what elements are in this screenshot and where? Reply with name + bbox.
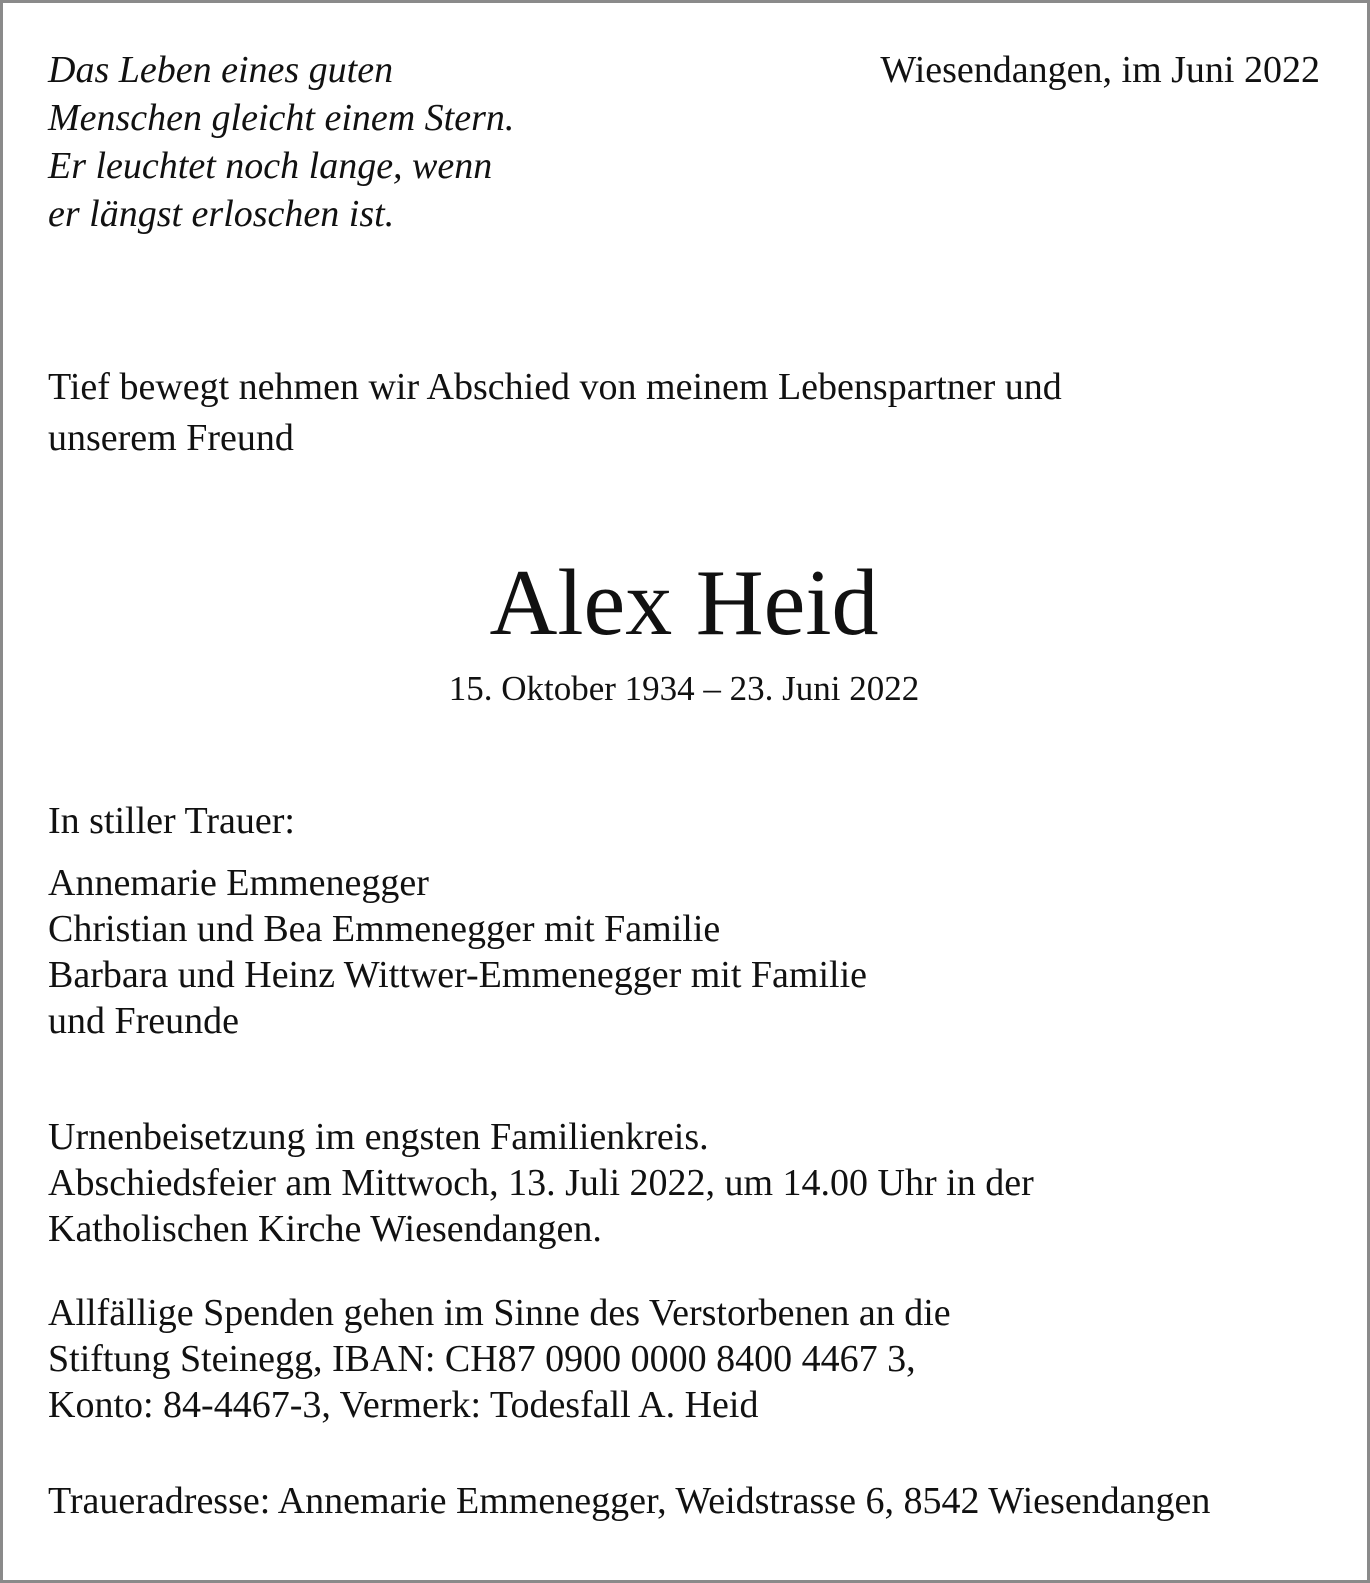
donation-line: Stiftung Steinegg, IBAN: CH87 0900 0000 8400 4467 3, xyxy=(48,1338,916,1380)
place-date: Wiesendangen, im Juni 2022 xyxy=(880,49,1320,91)
donation-line: Konto: 84-4467-3, Vermerk: Todesfall A. Heid xyxy=(48,1384,759,1426)
ceremony-info xyxy=(48,1114,1034,1252)
motto-line: Menschen gleicht einem Stern. xyxy=(48,97,515,139)
intro-text xyxy=(48,362,1062,464)
mourning-address: Traueradresse: Annemarie Emmenegger, Weidstrasse 6, 8542 Wiesendangen xyxy=(48,1480,1211,1522)
donation-line: Allfällige Spenden gehen im Sinne des Verstorbenen an die xyxy=(48,1292,951,1334)
intro-line: unserem Freund xyxy=(48,417,294,459)
mourner-line: Annemarie Emmenegger xyxy=(48,862,429,904)
motto-line: er längst erloschen ist. xyxy=(48,193,395,235)
intro-line: Tief bewegt nehmen wir Abschied von meinem Lebenspartner und xyxy=(48,366,1062,408)
ceremony-line: Katholischen Kirche Wiesendangen. xyxy=(48,1208,602,1250)
motto-quote xyxy=(48,46,514,238)
ceremony-line: Abschiedsfeier am Mittwoch, 13. Juli 2022, um 14.00 Uhr in der xyxy=(48,1162,1034,1204)
obituary-notice xyxy=(48,0,1320,1583)
life-dates: 15. Oktober 1934 – 23. Juni 2022 xyxy=(448,669,920,708)
motto-line: Er leuchtet noch lange, wenn xyxy=(48,145,493,187)
mourner-line: und Freunde xyxy=(48,1000,240,1042)
ceremony-line: Urnenbeisetzung im engsten Familienkreis. xyxy=(48,1116,709,1158)
mourner-line: Barbara und Heinz Wittwer-Emmenegger mit Familie xyxy=(48,954,868,996)
motto-line: Das Leben eines guten xyxy=(48,49,394,91)
mourning-label: In stiller Trauer: xyxy=(48,800,295,842)
mourners-list xyxy=(48,860,867,1044)
donations-info xyxy=(48,1290,951,1428)
mourner-line: Christian und Bea Emmenegger mit Familie xyxy=(48,908,721,950)
deceased-name: Alex Heid xyxy=(489,551,879,655)
